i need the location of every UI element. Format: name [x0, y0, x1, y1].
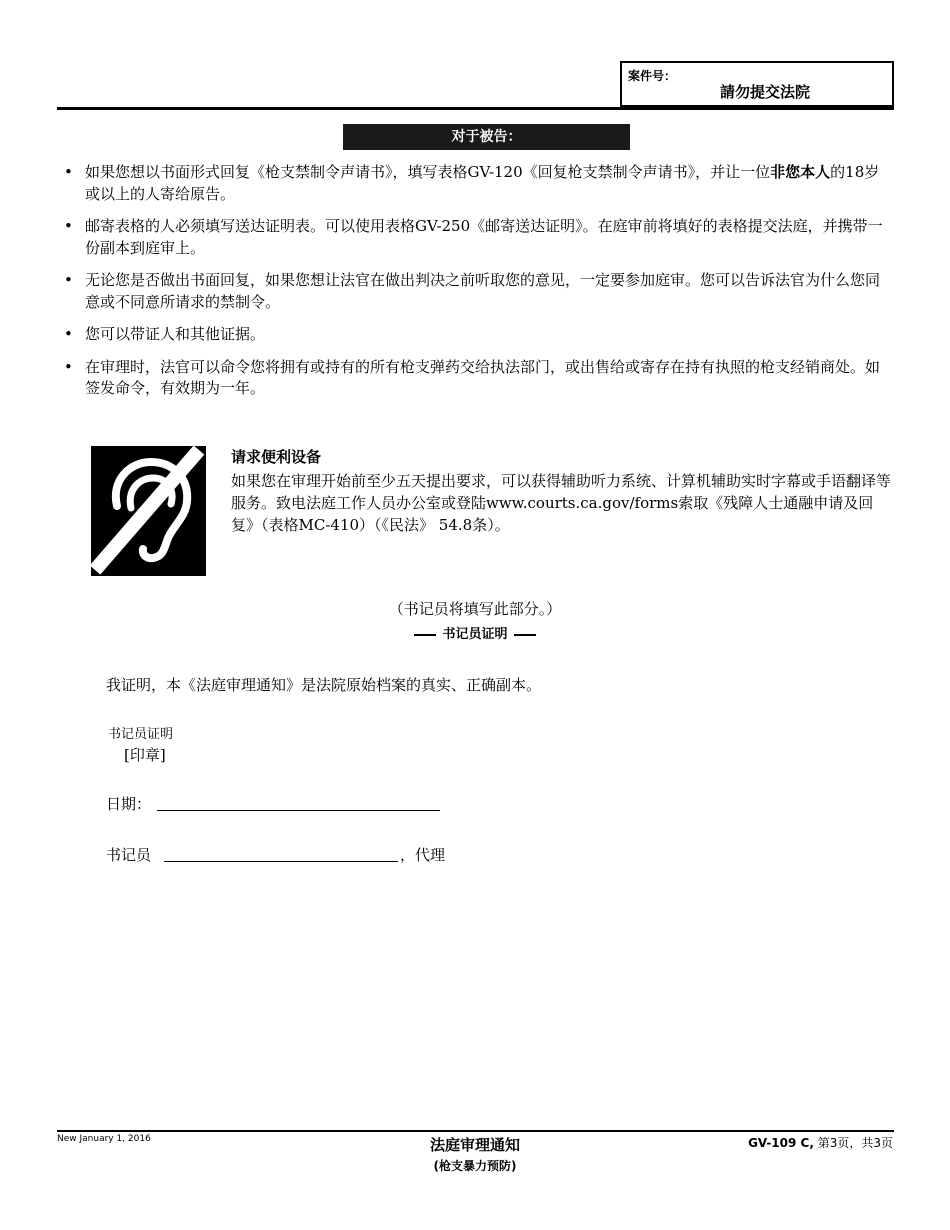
case-number-value: 請勿提交法院 — [720, 83, 811, 101]
clerk-certificate-heading — [0, 623, 950, 642]
heading-dash-left — [414, 634, 436, 636]
page-info — [748, 1134, 893, 1151]
clerk-label: 书记员 — [106, 846, 152, 864]
section-banner: 对于被告： — [343, 124, 630, 150]
list-item: • 您可以带证人和其他证据。 — [63, 324, 893, 346]
form-title: 法庭审理通知 — [429, 1136, 520, 1154]
date-field[interactable] — [157, 810, 440, 811]
clerk-heading-text: 书记员证明 — [442, 627, 508, 642]
bullet-text-before: 如果您想以书面形式回复《枪支禁制令声请书》，填写表格GV-120《回复枪支禁制令声请书》，并让一位 — [85, 163, 771, 181]
list-item: • 邮寄表格的人必须填写送达证明表。可以使用表格GV-250《邮寄送达证明》。在庭审前将填好的表格提交法庭，并携带一份副本到庭审上。 — [63, 216, 893, 259]
form-subtitle: (枪支暴力预防) — [433, 1159, 517, 1173]
bullet-text-after: 的18岁或以上的人寄给原告。 — [85, 163, 880, 203]
seal-placeholder: [印章] — [124, 746, 166, 764]
seal-label: 书记员证明 — [108, 727, 174, 742]
page-number: 第3页，共3页 — [813, 1136, 893, 1150]
clerk-note: （书记员将填写此部分。） — [388, 600, 562, 618]
case-number-label: 案件号： — [628, 69, 677, 83]
certification-statement: 我证明，本《法庭审理通知》是法院原始档案的真实、正确副本。 — [106, 676, 542, 694]
deputy-label: ，代理 — [400, 846, 446, 864]
footer-divider — [57, 1130, 894, 1132]
accommodation-title: 请求便利设备 — [231, 448, 322, 466]
accommodation-body: 如果您在审理开始前至少五天提出要求，可以获得辅助听力系统、计算机辅助实时字幕或手语翻译等服务。致电法庭工作人员办公室或登陆www.courts.ca.gov/forms索取《残障人士通融申请及回复》（表格MC-410）（《民法》 54.8条）。 — [231, 472, 892, 534]
list-item — [63, 162, 893, 205]
case-number-box — [620, 61, 894, 107]
instruction-list — [63, 162, 893, 411]
hearing-assistance-icon — [91, 446, 206, 576]
bullet-text-bold: 非您本人 — [770, 163, 831, 181]
revision-date: New January 1, 2016 — [57, 1134, 151, 1144]
heading-dash-right — [514, 634, 536, 636]
list-item: • 在审理时，法官可以命令您将拥有或持有的所有枪支弹药交给执法部门，或出售给或寄存在持有执照的枪支经销商处。如签发命令，有效期为一年。 — [63, 357, 893, 400]
list-item: • 无论您是否做出书面回复，如果您想让法官在做出判决之前听取您的意见，一定要参加庭审。您可以告诉法官为什么您同意或不同意所请求的禁制令。 — [63, 270, 893, 313]
clerk-name-field[interactable] — [164, 861, 398, 862]
form-id: GV-109 C, — [748, 1136, 814, 1150]
date-label: 日期： — [106, 795, 152, 813]
top-divider — [57, 107, 894, 110]
